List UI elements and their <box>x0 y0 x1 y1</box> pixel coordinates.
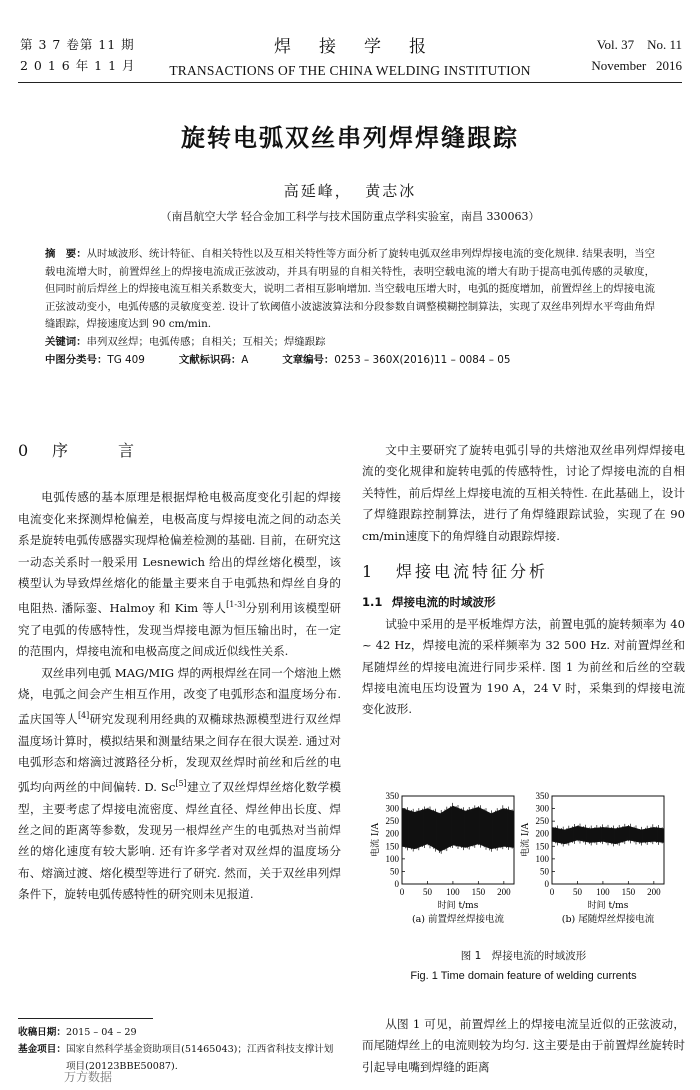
header-volume-en-block <box>591 34 682 76</box>
y-tick-label: 250 <box>385 816 399 827</box>
y-tick-label: 250 <box>535 816 549 827</box>
intro-p1-text: 电弧传感的基本原理是根据焊枪电极高度变化引起的焊接电流变化来探测焊枪偏差，电极高度与焊接电流之间的动态关系是旋转电弧传感器实现焊枪偏差检测的基础. 目前，在研究这一动态关系时一般采用 Lesnewich 给出的焊丝熔化模型，该模型认为导致焊丝熔化的能量主要来自于电弧热和焊丝自身的电阻热. 潘际銮、Halmoy 和 Kim 等人 <box>18 490 341 616</box>
intro-p2-c: 建立了双丝焊焊丝熔化数学模型，主要考虑了焊接电流密度、焊丝直径、焊丝伸出长度、焊丝之间的距离等参数，发现另一根焊丝产生的电弧热对当前焊丝的熔化速度有较大影响. 还有许多学者对双丝焊的温度场分布、熔滴过渡、熔化模型等进行了研究. 然而，关于双丝串列焊条件下，旋转电弧传感特性的研究则未见报道. <box>18 780 341 902</box>
y-tick-label: 0 <box>544 879 549 889</box>
section-1-1-paragraph: 试验中采用的是平板堆焊方法，前置电弧的旋转频率为 40 ~ 42 Hz，焊接电流的采样频率为 32 500 Hz. 对前置焊丝和尾随焊丝的焊接电流进行同步采样. 图 1 为前丝和后丝的空载焊接电流电压均设置为 190 A，24 V 时，采集到的焊接电流变化波形. <box>362 616 685 717</box>
abstract-paragraph <box>45 246 655 334</box>
figure-1-caption-en: Fig. 1 Time domain feature of welding currents <box>410 970 637 982</box>
y-axis-label: 电流 I/A <box>521 823 531 857</box>
abstract-label: 摘 要： <box>45 248 87 260</box>
intro-paragraph-3: 文中主要研究了旋转电弧引导的共熔池双丝串列焊焊接电流的变化规律和旋转电弧的传感特性，讨论了焊接电流的自相关特性，前后焊丝上焊接电流的互相关特性. 在此基础上，设计了焊缝跟踪控制算法，进行了角焊缝跟踪试验，实现了在 90 cm/min速度下的角焊缝自动跟踪焊接. <box>362 443 685 543</box>
doc-code-field <box>179 352 248 370</box>
paper-authors: 高延峰， 黄志冰 <box>283 182 417 200</box>
figure-1-panel-b <box>519 791 664 925</box>
intro-paragraph-1 <box>18 487 341 662</box>
clc-field <box>45 352 145 370</box>
intro-p2-b: 研究发现利用经典的双椭球热源模型进行双丝焊温度场计算时，模拟结果和测量结果之间存在很大误差. 通过对电弧形态和熔滴过渡路径分析，发现双丝焊时前丝和后丝的电弧均向两丝的中间偏转. D. Sc <box>18 712 341 795</box>
doc-code-label: 文献标识码： <box>178 353 242 366</box>
panel-caption-a: (a) 前置焊丝焊接电流 <box>411 914 505 925</box>
journal-title-en: TRANSACTIONS OF THE CHINA WELDING INSTITUTION <box>169 63 531 78</box>
y-tick-label: 0 <box>394 879 399 889</box>
keywords-text: 串列双丝焊；电弧传感；自相关；互相关；焊缝跟踪 <box>86 335 326 348</box>
clc-label: 中图分类号： <box>45 353 108 366</box>
article-number-label: 文章编号： <box>282 353 335 366</box>
header-date-en: November 2016 <box>591 58 682 73</box>
subsection-1-1-title: 焊接电流的时域波形 <box>392 595 496 610</box>
citation-1-3: [1-3] <box>226 600 246 610</box>
x-tick-label: 50 <box>572 887 582 897</box>
y-tick-label: 200 <box>385 828 399 839</box>
x-tick-label: 0 <box>549 887 555 897</box>
y-tick-label: 150 <box>535 841 549 852</box>
x-tick-label: 150 <box>471 887 486 897</box>
y-tick-label: 100 <box>535 853 549 864</box>
header-issue <box>20 34 136 76</box>
y-tick-label: 300 <box>535 803 549 814</box>
y-tick-label: 200 <box>535 828 549 839</box>
section-0-title: 序 言 <box>52 441 141 460</box>
y-tick-label: 150 <box>385 841 399 852</box>
received-date: 2015 – 04 – 29 <box>65 1027 137 1038</box>
section-1-title: 焊接电流特征分析 <box>396 562 549 582</box>
citation-5: [5] <box>175 779 187 789</box>
subsection-1-1-number: 1.1 <box>362 595 383 610</box>
figure-1 <box>362 790 685 940</box>
figure-1-chart <box>362 790 685 940</box>
classification-line <box>45 352 655 370</box>
y-tick-label: 50 <box>540 866 549 877</box>
x-tick-label: 0 <box>399 887 405 897</box>
x-tick-label: 100 <box>596 887 610 897</box>
header-date-cn: 2 0 1 6 年 1 1 月 <box>20 58 136 73</box>
y-tick-label: 300 <box>385 803 399 814</box>
funding-text: 国家自然科学基金资助项目(51465043)；江西省科技支撑计划项目(20123BBE50087). <box>65 1044 334 1072</box>
y-tick-label: 50 <box>390 866 399 877</box>
paper-title: 旋转电弧双丝串列焊焊缝跟踪 <box>181 124 519 152</box>
section-0-heading <box>18 440 341 461</box>
x-tick-label: 200 <box>497 887 511 897</box>
article-number-field <box>282 352 510 370</box>
journal-masthead <box>140 32 560 79</box>
section-0-number: 0 <box>18 441 30 460</box>
abstract-block <box>45 246 655 369</box>
header-volume-en: Vol. 37 No. 11 <box>596 37 682 52</box>
y-axis-label: 电流 I/A <box>371 823 381 857</box>
y-tick-label: 350 <box>385 791 399 801</box>
paper-affiliation: （南昌航空大学 轻合金加工科学与技术国防重点学科实验室，南昌 330063） <box>160 210 540 223</box>
journal-title-cn: 焊接学报 <box>274 37 454 57</box>
intro-paragraph-2 <box>18 663 341 906</box>
y-tick-label: 350 <box>535 791 549 801</box>
figure-1-caption-cn: 图 1 焊接电流的时域波形 <box>460 950 587 962</box>
x-axis-label: 时间 t/ms <box>587 901 629 911</box>
section-1-heading <box>362 561 685 582</box>
x-tick-label: 150 <box>621 887 636 897</box>
subsection-1-1-heading <box>362 592 685 613</box>
abstract-text: 从时域波形、统计特征、自相关特性以及互相关特性等方面分析了旋转电弧双丝串列焊焊接电流的变化规律. 结果表明，当空载电流增大时，前置焊丝上的焊接电流成正弦波动，并具有明显的自相关特性，表明空载电流的增大有助于提高电弧传感的灵敏度，但同时前后焊丝上的焊接电流互相关系数变大，说明二者相互影响增加. 当空载电压增大时，电弧的挺度增加，前置焊丝上的焊接电流正弦波动变小，电弧传感的灵敏度变差. 设计了软阈值小波滤波算法和分段参数自调整模糊控制算法，实现了双丝串列焊水平弯曲角焊缝跟踪，焊接速度达到 90 cm/min. <box>45 248 656 331</box>
panel-caption-b: (b) 尾随焊丝焊接电流 <box>561 914 655 925</box>
doc-code-value: A <box>241 353 249 366</box>
wanfang-watermark: 万方数据 <box>64 1070 113 1084</box>
received-date-line <box>18 1024 341 1041</box>
article-number-value: 0253 – 360X(2016)11 – 0084 – 05 <box>334 353 511 366</box>
results-paragraph: 从图 1 可见，前置焊丝上的焊接电流呈近似的正弦波动，而尾随焊丝上的电流则较为均匀. 这主要是由于前置焊丝旋转时引起导电嘴到焊缝的距离 <box>362 1017 685 1074</box>
footnote-rule <box>18 1018 153 1019</box>
x-tick-label: 200 <box>647 887 661 897</box>
figure-1-panel-a <box>369 791 514 925</box>
right-column <box>362 440 685 721</box>
received-label: 收稿日期： <box>18 1027 66 1038</box>
intro-p2-a: 双丝串列电弧 MAG/MIG 焊的两根焊丝在同一个熔池上燃烧，电弧之间会产生相互作用，改变了电弧形态和温度场分布. 孟庆国等人 <box>18 665 341 727</box>
header-rule <box>18 82 682 83</box>
clc-value: TG 409 <box>107 353 145 366</box>
x-tick-label: 50 <box>422 887 432 897</box>
keywords-label: 关键词： <box>45 335 87 348</box>
keywords-line <box>45 334 655 352</box>
x-tick-label: 100 <box>446 887 460 897</box>
section-1-number: 1 <box>362 562 374 582</box>
right-column-continued <box>362 1014 685 1078</box>
citation-4: [4] <box>77 711 90 721</box>
x-axis-label: 时间 t/ms <box>437 901 479 911</box>
y-tick-label: 100 <box>385 853 399 864</box>
funding-label: 基金项目： <box>18 1044 66 1055</box>
intro-p1-end: 分别利用该模型研究了电弧的传感特性，发现当焊接电源为恒压输出时，在一定的范围内，焊接电流和电极高度之间成近似线性关系. <box>18 601 341 659</box>
header-volume-cn: 第 3 7 卷第 11 期 <box>20 37 135 52</box>
left-column <box>18 440 341 906</box>
